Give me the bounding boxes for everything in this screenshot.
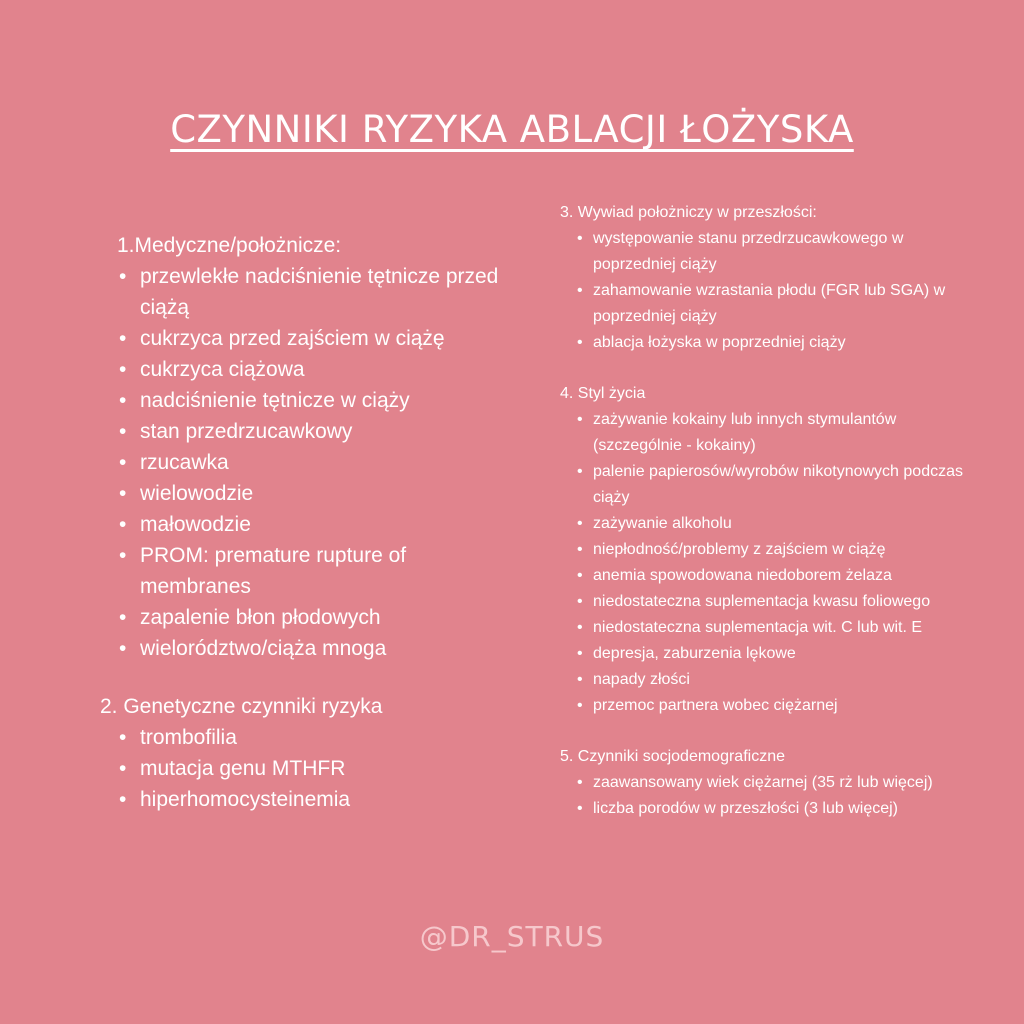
list-item: • nadciśnienie tętnicze w ciąży [140, 385, 500, 416]
section-heading: 1.Medyczne/położnicze: [117, 234, 342, 257]
list-item: • anemia spowodowana niedoborem żelaza [593, 563, 980, 589]
list-item: • PROM: premature rupture of membranes [140, 540, 500, 602]
list-item: • palenie papierosów/wyrobów nikotynowych podczas ciąży [593, 459, 980, 511]
list-item: • depresja, zaburzenia lękowe [593, 641, 980, 667]
list-item: • stan przedrzucawkowy [140, 416, 500, 447]
list-item: • zażywanie kokainy lub innych stymulantów (szczególnie - kokainy) [593, 407, 980, 459]
section-genetic [100, 691, 500, 815]
list-item: • niedostateczna suplementacja kwasu foliowego [593, 589, 980, 615]
list-item: • trombofilia [140, 722, 500, 753]
list-item: • niedostateczna suplementacja wit. C lub wit. E [593, 615, 980, 641]
list-item: • liczba porodów w przeszłości (3 lub więcej) [593, 796, 980, 822]
list-item: • wielorództwo/ciąża mnoga [140, 633, 500, 664]
section-heading: 5. Czynniki socjodemograficzne [560, 748, 785, 765]
risk-list [100, 722, 500, 815]
left-column [100, 230, 500, 815]
list-item: • wielowodzie [140, 478, 500, 509]
list-item: • małowodzie [140, 509, 500, 540]
author-handle: @DR_STRUS [419, 920, 605, 953]
list-item: • zapalenie błon płodowych [140, 602, 500, 633]
list-item: • zahamowanie wzrastania płodu (FGR lub SGA) w poprzedniej ciąży [593, 278, 980, 330]
page-title: CZYNNIKI RYZYKA ABLACJI ŁOŻYSKA [170, 108, 854, 151]
list-item: • przemoc partnera wobec ciężarnej [593, 693, 980, 719]
section-medical [100, 230, 500, 664]
risk-list [560, 407, 980, 719]
section-heading: 4. Styl życia [560, 385, 646, 402]
list-item: • występowanie stanu przedrzucawkowego w poprzedniej ciąży [593, 226, 980, 278]
list-item: • napady złości [593, 667, 980, 693]
list-item: • zaawansowany wiek ciężarnej (35 rż lub więcej) [593, 770, 980, 796]
list-item: • hiperhomocysteinemia [140, 784, 500, 815]
section-heading: 2. Genetyczne czynniki ryzyka [100, 695, 383, 718]
list-item: • przewlekłe nadciśnienie tętnicze przed ciążą [140, 261, 500, 323]
list-item: • cukrzyca przed zajściem w ciążę [140, 323, 500, 354]
section-obstetric-history [560, 200, 980, 356]
risk-list [560, 226, 980, 356]
section-sociodemographic [560, 744, 980, 822]
section-heading: 3. Wywiad położniczy w przeszłości: [560, 204, 817, 221]
list-item: • ablacja łożyska w poprzedniej ciąży [593, 330, 980, 356]
list-item: • mutacja genu MTHFR [140, 753, 500, 784]
risk-list [100, 261, 500, 664]
list-item: • rzucawka [140, 447, 500, 478]
section-lifestyle [560, 381, 980, 719]
list-item: • cukrzyca ciążowa [140, 354, 500, 385]
right-column [560, 200, 980, 822]
list-item: • zażywanie alkoholu [593, 511, 980, 537]
risk-list [560, 770, 980, 822]
list-item: • niepłodność/problemy z zajściem w ciążę [593, 537, 980, 563]
